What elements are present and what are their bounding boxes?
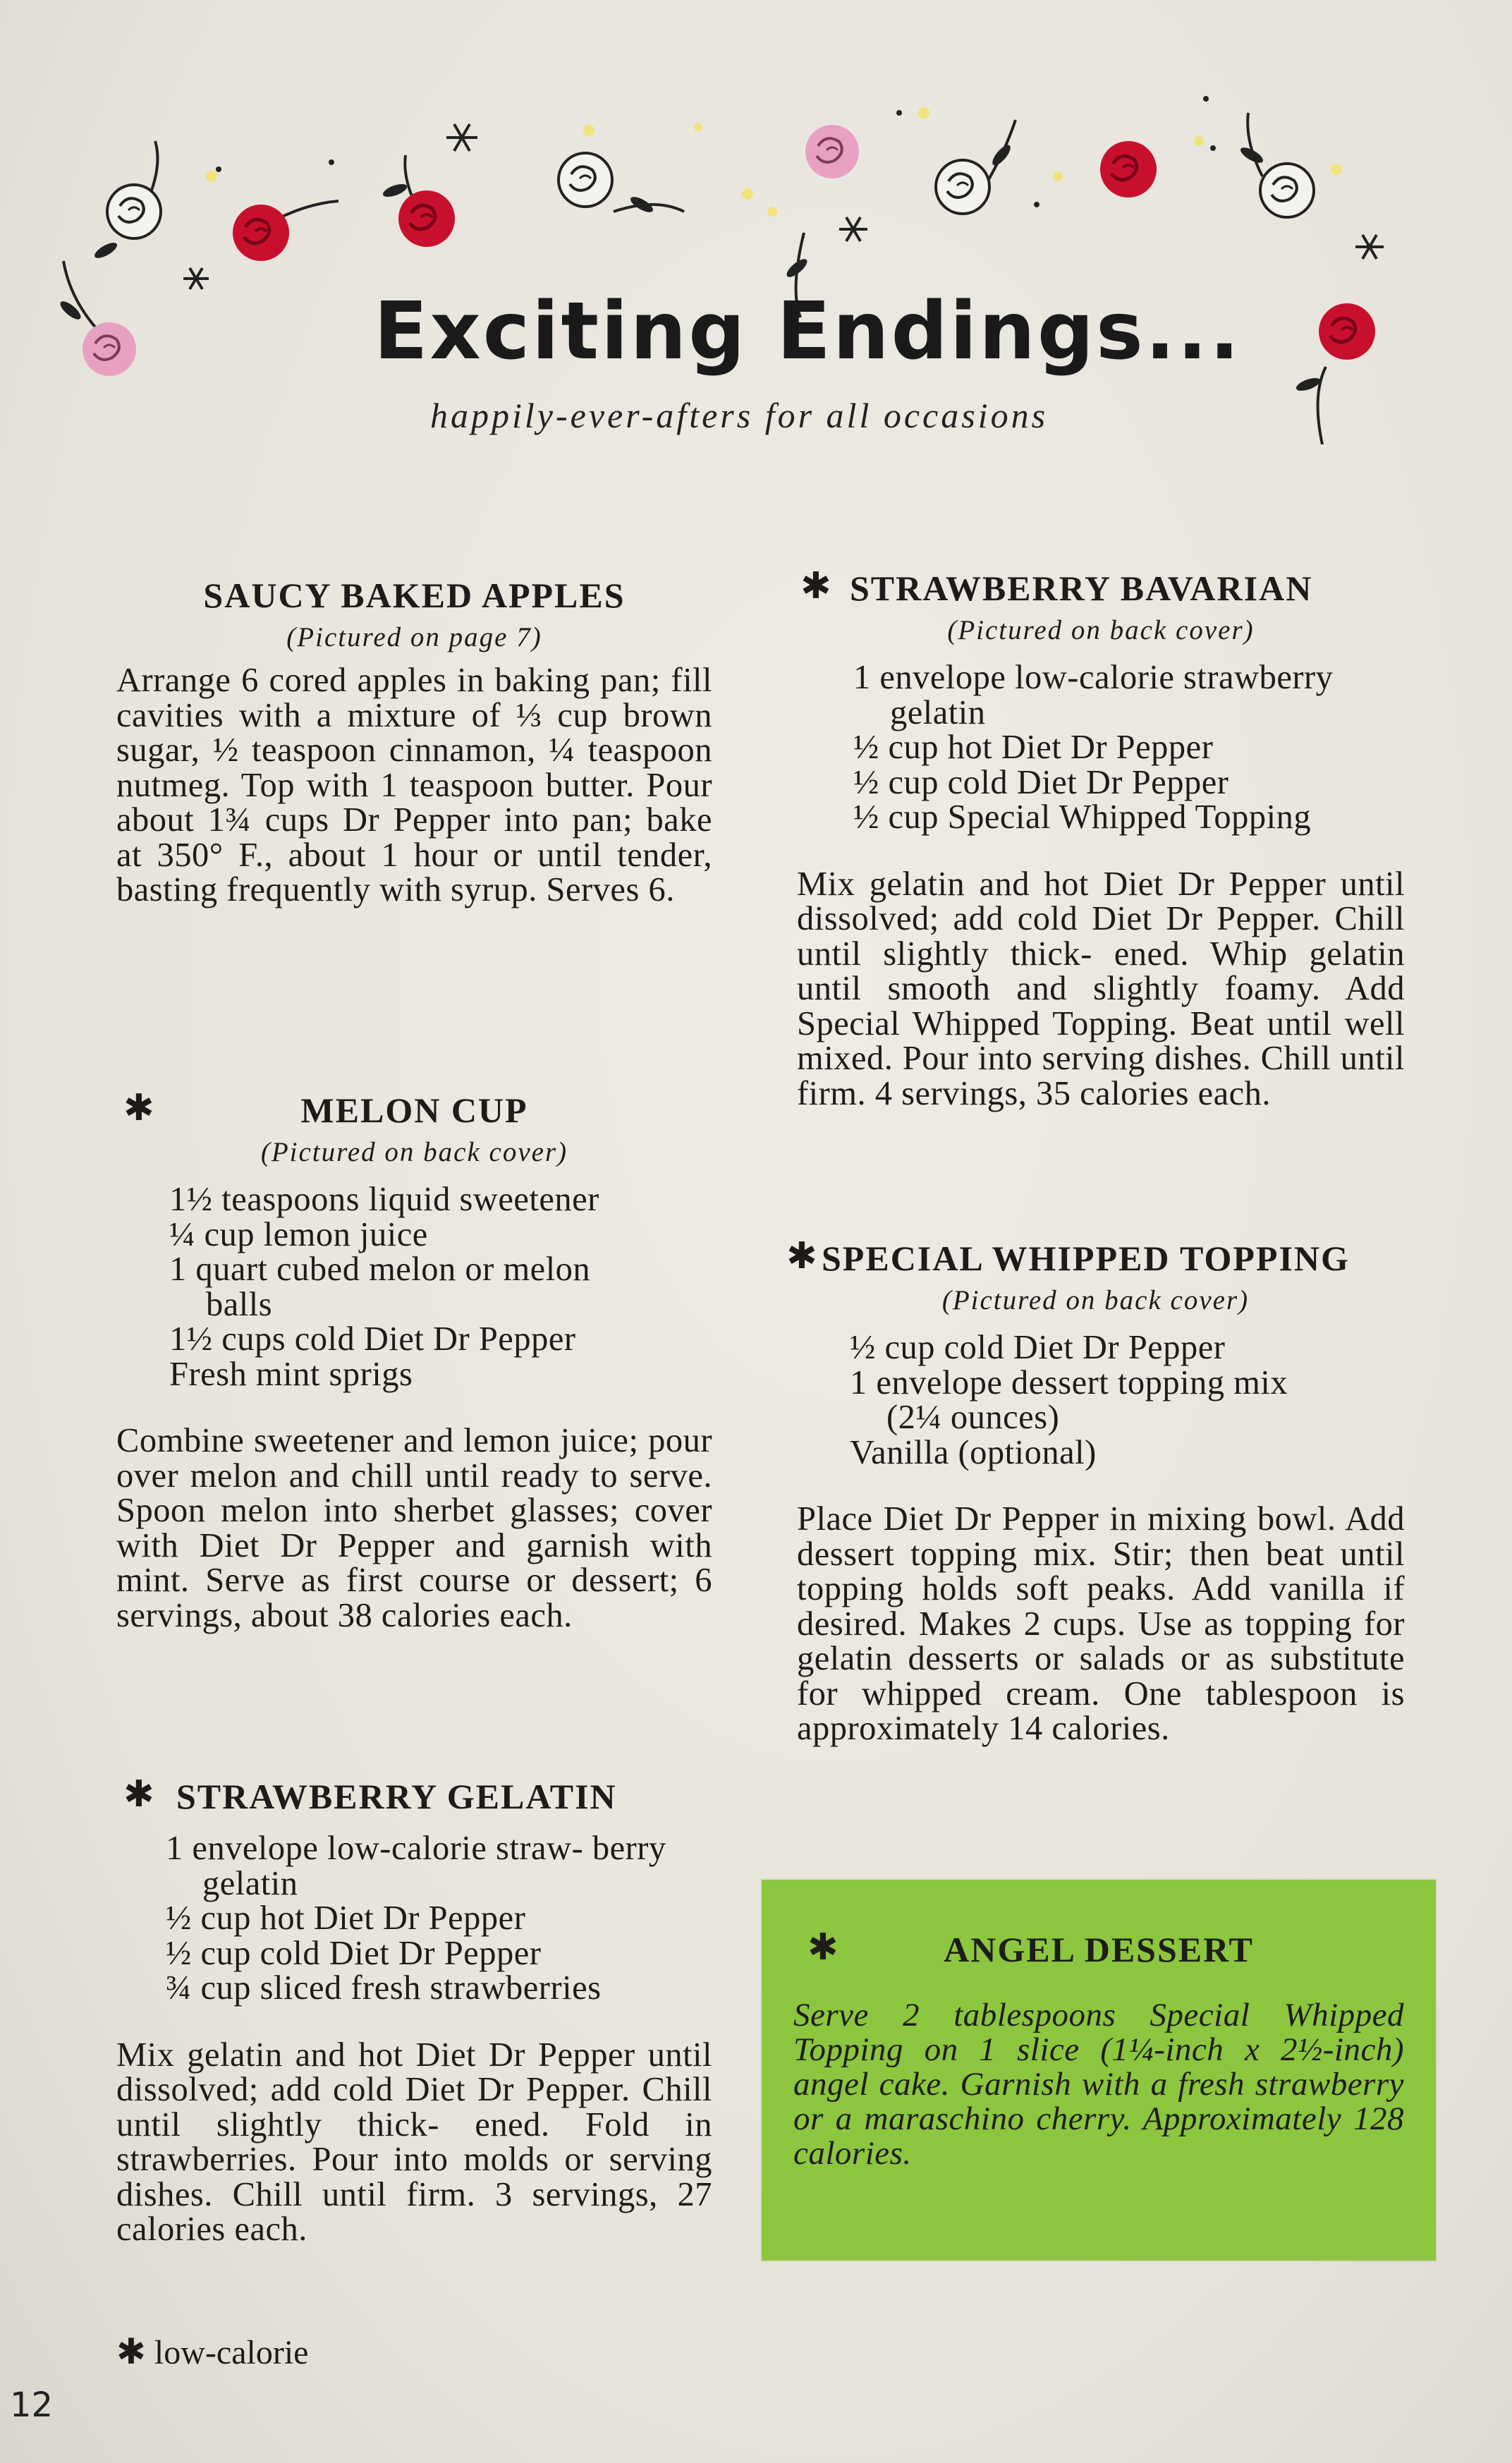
ingredient-item: ¼ cup lemon juice <box>169 1215 428 1253</box>
low-calorie-star-icon: ✱ <box>800 565 833 607</box>
recipe-pictured-note: (Pictured on page 7) <box>286 622 542 652</box>
recipe-pictured-note: (Pictured on back cover) <box>260 1137 568 1167</box>
rose-pink-icon <box>83 322 136 376</box>
recipe-title: STRAWBERRY BAVARIAN <box>850 568 1313 608</box>
ingredient-item: ½ cup hot Diet Dr Pepper <box>166 1899 526 1937</box>
ingredient-item: Fresh mint sprigs <box>169 1355 413 1393</box>
recipe-pictured-note: (Pictured on back cover) <box>947 615 1255 645</box>
recipe-instructions: Arrange 6 cored apples in baking pan; fill cavities with a mixture of ⅓ cup brown sugar, ½ teaspoon cinnamon, ¼ teaspoon nutmeg. Top with 1 teaspoon butter. Pour about 1¾ cups Dr Pepper into pan; bake at 350° F., about 1 hour or until tender, basting frequently with syrup. Serves 6. <box>116 662 712 908</box>
recipe-title: STRAWBERRY GELATIN <box>176 1777 617 1816</box>
rose-white-icon <box>107 185 161 238</box>
recipe-saucy-baked-apples <box>116 575 712 908</box>
page-title: Exciting Endings... <box>374 286 1242 377</box>
rose-white-icon <box>936 160 989 214</box>
recipe-strawberry-bavarian <box>797 565 1405 1112</box>
recipe-melon-cup <box>116 1087 712 1634</box>
recipe-pictured-note: (Pictured on back cover) <box>941 1285 1250 1315</box>
low-calorie-star-icon: ✱ <box>116 2331 146 2372</box>
ingredient-list <box>853 660 1403 835</box>
footnote-text: low-calorie <box>154 2334 309 2371</box>
recipe-title-row <box>116 1773 712 1817</box>
ingredient-item: Vanilla (optional) <box>850 1433 1097 1471</box>
ingredient-list <box>850 1330 1343 1470</box>
ingredient-item: 1 quart cubed melon or melon balls <box>169 1251 591 1323</box>
recipe-instructions: Place Diet Dr Pepper in mixing bowl. Add dessert topping mix. Stir; then beat until topping holds soft peaks. Add vanilla if desired. Makes 2 cups. Use as topping for gelatin desserts or salads or as substitute for whipped cream. One tablespoon is approximately 14 calories. <box>797 1500 1405 1747</box>
rose-red-icon <box>233 205 289 261</box>
ingredient-item: ½ cup hot Diet Dr Pepper <box>853 729 1214 766</box>
rose-red-icon <box>1319 303 1375 360</box>
rose-pink-icon <box>805 125 859 178</box>
rose-white-icon <box>559 153 612 207</box>
ingredient-item: 1 envelope low-calorie strawberry gelatin <box>853 659 1334 731</box>
recipe-title-row <box>797 565 1405 609</box>
ingredient-item: 1 envelope dessert topping mix (2¼ ounces) <box>850 1363 1288 1436</box>
ingredient-item: ½ cup cold Diet Dr Pepper <box>850 1329 1226 1366</box>
footnote <box>116 2331 308 2372</box>
angel-dessert-box <box>762 1880 1436 2261</box>
ingredient-list <box>169 1182 649 1392</box>
ingredient-item: ¾ cup sliced fresh strawberries <box>166 1969 602 2007</box>
recipe-instructions: Combine sweetener and lemon juice; pour over melon and chill until ready to serve. Spoon melon into sherbet glasses; cover with Diet Dr Pepper and garnish with mint. Serve as first course or dessert; 6 servings, about 38 calories each. <box>116 1422 712 1634</box>
rose-red-icon <box>398 190 455 247</box>
ingredient-item: ½ cup cold Diet Dr Pepper <box>853 763 1229 801</box>
page-subtitle: happily-ever-afters for all occasions <box>430 396 1049 435</box>
recipe-instructions: Mix gelatin and hot Diet Dr Pepper until dissolved; add cold Diet Dr Pepper. Chill until slightly thick- ened. Fold in strawberries. Pour into molds or serving dishes. Chill until firm. 3 servings, 27 calories each. <box>116 2036 712 2248</box>
recipe-title-row <box>786 1235 1405 1279</box>
recipe-title: MELON CUP <box>300 1090 528 1130</box>
ingredient-item: ½ cup Special Whipped Topping <box>853 798 1312 836</box>
recipe-title-row <box>116 1087 712 1131</box>
recipe-instructions: Serve 2 tablespoons Special Whipped Topping on 1 slice (1¼-inch x 2½-inch) angel cake. Garnish with a fresh strawberry or a maraschino cherry. Approximately 128 calories. <box>793 1997 1404 2172</box>
recipe-title-row <box>762 1926 1436 1970</box>
rose-white-icon <box>1260 164 1314 217</box>
ingredient-item: 1½ teaspoons liquid sweetener <box>169 1181 599 1218</box>
low-calorie-star-icon: ✱ <box>807 1926 840 1969</box>
low-calorie-star-icon: ✱ <box>123 1773 156 1816</box>
rose-red-icon <box>1100 141 1157 197</box>
recipe-title: SPECIAL WHIPPED TOPPING <box>822 1239 1350 1278</box>
recipe-strawberry-gelatin <box>116 1773 712 2248</box>
recipe-title: ANGEL DESSERT <box>944 1930 1254 1969</box>
low-calorie-star-icon: ✱ <box>786 1235 819 1277</box>
ingredient-item: ½ cup cold Diet Dr Pepper <box>166 1934 542 1972</box>
ingredient-list <box>166 1831 688 2006</box>
page-number: 12 <box>10 2385 54 2425</box>
low-calorie-star-icon: ✱ <box>123 1087 156 1129</box>
recipe-title: SAUCY BAKED APPLES <box>203 576 626 615</box>
ingredient-item: 1½ cups cold Diet Dr Pepper <box>169 1320 576 1358</box>
recipe-special-whipped-topping <box>786 1235 1405 1747</box>
recipe-instructions: Mix gelatin and hot Diet Dr Pepper until dissolved; add cold Diet Dr Pepper. Chill until slightly thick- ened. Whip gelatin until smooth and slightly foamy. Add Special Whipped Topping. Beat until well mixed. Pour into serving dishes. Chill until firm. 4 servings, 35 calories each. <box>797 865 1405 1112</box>
ingredient-item: 1 envelope low-calorie straw- berry gelatin <box>166 1830 666 1902</box>
